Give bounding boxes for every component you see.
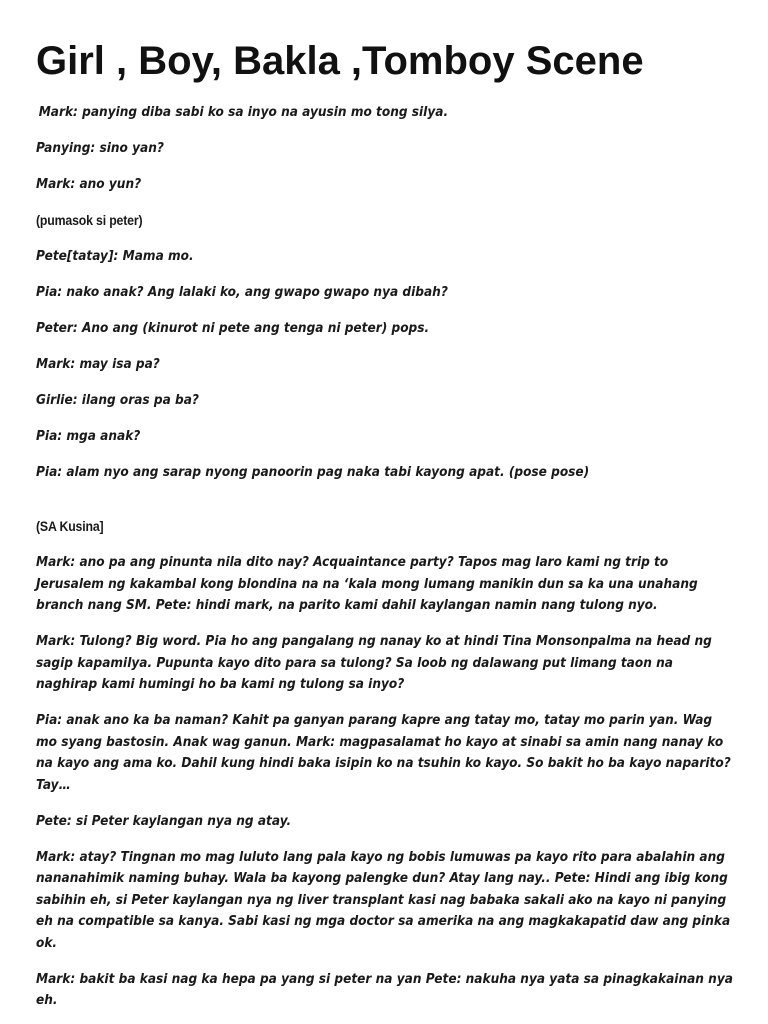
dialogue-paragraph: Mark: Tulong? Big word. Pia ho ang pangalang ng nanay ko at hindi Tina Monsonpalma na head ng sagip kapamilya. Pupunta kayo dito para sa tulong? Sa loob ng dalawang put limang taon na naghirap kami humingi ho ba kami ng tulong sa inyo? — [36, 633, 712, 692]
dialogue-line: Mark: ano yun? — [36, 176, 142, 192]
dialogue-paragraph: Mark: atay? Tingnan mo mag luluto lang pala kayo ng bobis lumuwas pa kayo rito para abalahin ang nananahimik naming buhay. Wala ba kayong palengke dun? Atay lang nay.. Pete: Hindi ang ibig kong sabihin eh, si Peter kaylangan nya ng liver transplant kasi nag babaka sakali ako na kayo ni panying eh na compatible sa kanya. Sabi kasi ng mga doctor sa amerika na ang magkakapatid daw ang pinka ok. — [36, 848, 731, 951]
dialogue-paragraph: Mark: ano pa ang pinunta nila dito nay? Acquaintance party? Tapos mag laro kami ng trip to Jerusalem ng kakambal kong blondina na na ‘kala mong lumang manikin dun sa ka una unahang branch nang SM. Pete: hindi mark, na parito kami dahil kaylangan namin nang tulong nyo. — [36, 554, 698, 613]
page-title: Girl , Boy, Bakla ,Tomboy Scene — [36, 39, 644, 83]
scene-heading: (SA Kusina] — [36, 518, 104, 534]
dialogue-line: Pia: mga anak? — [36, 428, 141, 444]
dialogue-line: Pete: si Peter kaylangan nya ng atay. — [36, 812, 292, 829]
dialogue-paragraph: Pia: anak ano ka ba naman? Kahit pa ganyan parang kapre ang tatay mo, tatay mo parin yan. Wag mo syang bastosin. Anak wag ganun. Mark: magpasalamat ho kayo at sinabi sa amin nang nanay ko na kayo ang ama ko. Dahil kung hindi baka isipin ko na tsuhin ko kayo. So bakit ho ba kayo naparito? Tay… — [36, 712, 731, 793]
spacer — [36, 498, 734, 516]
dialogue-line: Pia: alam nyo ang sarap nyong panoorin pag naka tabi kayong apat. (pose pose) — [36, 464, 590, 480]
script-body — [36, 102, 734, 1012]
dialogue-line: Pete[tatay]: Mama mo. — [36, 248, 194, 264]
dialogue-line: Panying: sino yan? — [36, 140, 164, 156]
dialogue-line: Girlie: ilang oras pa ba? — [36, 392, 199, 408]
dialogue-line: Mark: may isa pa? — [36, 356, 160, 372]
dialogue-line: Mark: bakit ba kasi nag ka hepa pa yang si peter na yan Pete: nakuha nya yata sa pinagkakainan nya eh. — [36, 970, 733, 1008]
dialogue-line: Mark: panying diba sabi ko sa inyo na ayusin mo tong silya. — [38, 104, 449, 120]
dialogue-line: Pia: nako anak? Ang lalaki ko, ang gwapo gwapo nya dibah? — [36, 284, 448, 300]
scene-heading: (pumasok si peter) — [36, 212, 143, 228]
dialogue-line: Peter: Ano ang (kinurot ni pete ang tenga ni peter) pops. — [36, 320, 430, 336]
